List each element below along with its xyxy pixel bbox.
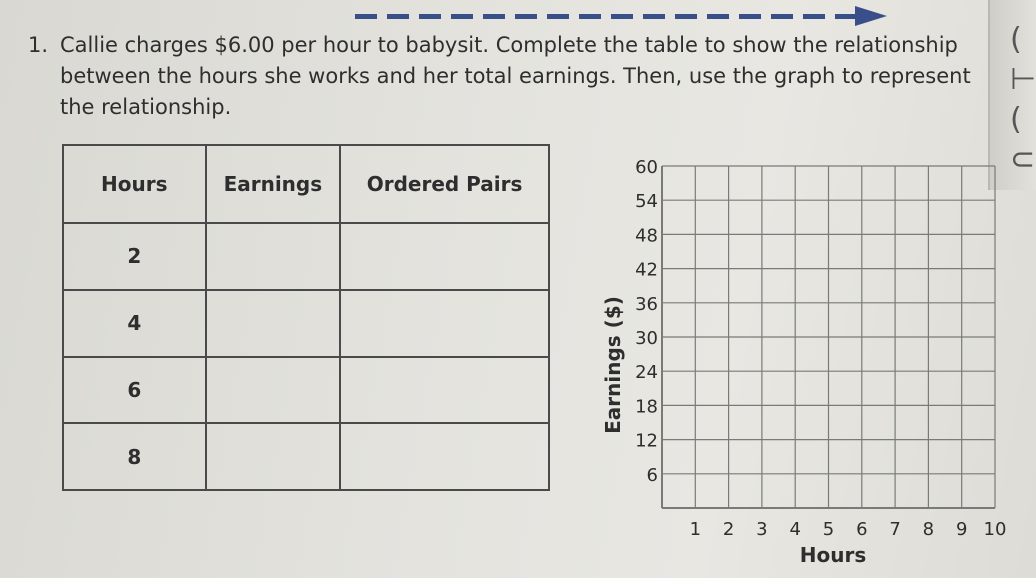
header-ordered-pairs: Ordered Pairs: [340, 145, 549, 223]
x-axis-label: Hours: [799, 543, 867, 567]
x-tick-label: 6: [856, 519, 868, 540]
x-tick-label: 3: [756, 519, 768, 540]
table-row: [63, 223, 549, 290]
hours-cell: 6: [63, 357, 206, 424]
ordered-pair-cell[interactable]: [340, 290, 549, 357]
y-tick-label: 42: [635, 259, 658, 281]
dashed-arrow-icon: [355, 6, 895, 30]
y-tick-label: 36: [635, 293, 658, 315]
x-tick-label: 4: [789, 519, 801, 540]
relationship-table: [62, 144, 550, 491]
y-tick-label: 6: [646, 464, 658, 486]
y-axis-ticks: [635, 157, 658, 486]
earnings-cell[interactable]: [206, 357, 341, 424]
hours-cell: 8: [63, 423, 206, 490]
table-header-row: [63, 145, 549, 223]
x-tick-label: 2: [722, 519, 735, 540]
hours-cell: 2: [63, 223, 206, 290]
y-tick-label: 54: [635, 191, 658, 213]
x-tick-label: 10: [983, 519, 1007, 540]
table-row: [63, 357, 549, 424]
header-hours: Hours: [63, 145, 206, 223]
table-row: [63, 423, 549, 490]
y-tick-label: 60: [635, 157, 658, 178]
earnings-cell[interactable]: [206, 423, 341, 490]
y-axis-label: Earnings ($): [601, 296, 625, 434]
header-earnings: Earnings: [206, 145, 341, 223]
earnings-cell[interactable]: [206, 223, 341, 290]
x-tick-label: 5: [822, 519, 835, 540]
graph-grid: [662, 166, 995, 508]
x-tick-label: 8: [922, 519, 935, 540]
y-tick-label: 18: [635, 396, 658, 418]
y-tick-label: 48: [635, 225, 658, 247]
y-tick-label: 24: [635, 362, 658, 384]
question-text: Callie charges $6.00 per hour to babysit. Complete the table to show the relationship between the hours she works and her total earnings. Then, use the graph to represent the relationship.: [60, 33, 971, 119]
question-number: 1.: [28, 33, 49, 57]
x-axis-ticks: [690, 519, 1007, 540]
earnings-graph[interactable]: [590, 150, 1030, 570]
ordered-pair-cell[interactable]: [340, 357, 549, 424]
y-tick-label: 12: [635, 430, 658, 452]
x-tick-label: 1: [689, 519, 702, 540]
hours-cell: 4: [63, 290, 206, 357]
page-edge-scribbles: ( ⊢ ( ⊂: [1010, 22, 1036, 177]
x-tick-label: 9: [955, 519, 968, 540]
y-tick-label: 30: [635, 328, 658, 349]
ordered-pair-cell[interactable]: [340, 223, 549, 290]
x-tick-label: 7: [889, 519, 901, 540]
earnings-cell[interactable]: [206, 290, 341, 357]
ordered-pair-cell[interactable]: [340, 423, 549, 490]
table-row: [63, 290, 549, 357]
